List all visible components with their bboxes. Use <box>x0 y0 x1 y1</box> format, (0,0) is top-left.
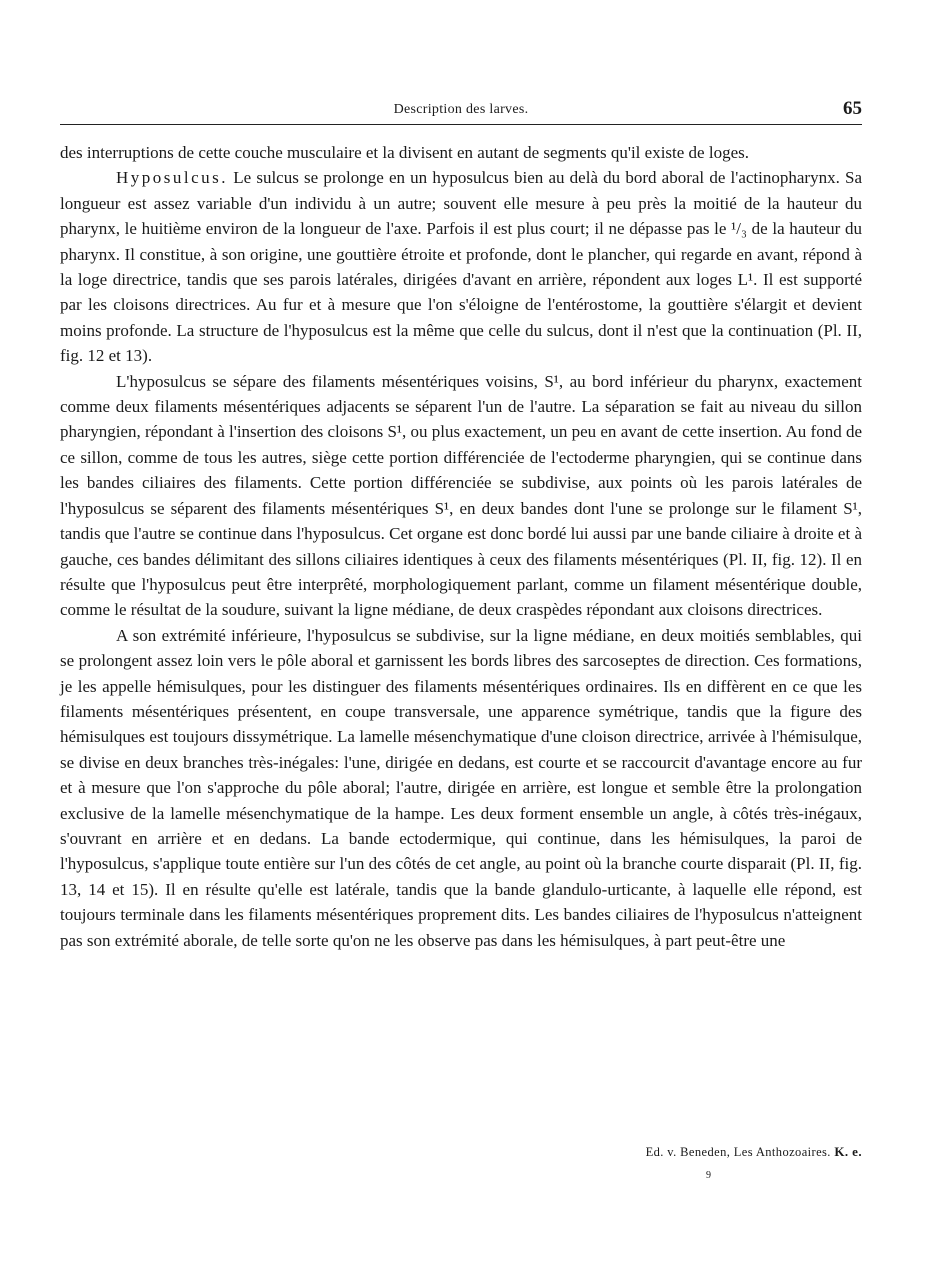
footer-citation <box>646 1144 862 1160</box>
paragraph-2 <box>60 165 862 368</box>
header-rule <box>60 124 862 125</box>
running-header <box>60 98 862 124</box>
sheet-number: 9 <box>706 1170 711 1181</box>
body-text <box>60 140 862 953</box>
paragraph-3: L'hyposulcus se sépare des filaments mésentériques voisins, S¹, au bord inférieur du pharynx, exactement comme deux filaments mésentériques adjacents se séparent l'un de l'autre. La séparation se fait au niveau du sillon pharyngien, répondant à l'insertion des cloisons S¹, ou plus exactement, un peu en avant de cette insertion. Au fond de ce sillon, comme de tous les autres, siège cette portion différenciée de l'ectoderme pharyngien, qui se continue dans les bandes ciliaires des filaments. Cette portion différenciée se subdivise, aux points où les parois latérales de l'hyposulcus se séparent des filaments mésentériques S¹, en deux bandes dont l'une se prolonge sur le filament S¹, tandis que l'autre se continue dans l'hyposulcus. Cet organe est donc bordé lui aussi par une bande ciliaire à droite et à gauche, ces bandes délimitant des sillons ciliaires identiques à ceux des filaments mésentériques (Pl. II, fig. 12). Il en résulte que l'hyposulcus peut être interprêté, morphologiquement parlant, comme un filament mésentérique double, comme le résultat de la soudure, suivant la ligne médiane, de deux craspèdes répondant aux cloisons directrices. <box>60 371 862 620</box>
page-number: 65 <box>843 98 862 119</box>
running-title: Description des larves. <box>393 102 529 117</box>
paragraph-2-text: Le sulcus se prolonge en un hyposulcus bien au delà du bord aboral de l'actinopharynx. Sa longueur est assez variable d'un individu à un autre; souvent elle mesure à peu près la moitié de la hauteur du pharynx, le huitième environ de la longueur de l'axe. Parfois il est plus court; il ne dépasse pas le ¹/₃ de la hauteur du pharynx. Il constitue, à son origine, une gouttière étroite et profonde, dont le plancher, qui regarde en avant, répond à la loge directrice, tandis que ses parois latérales, dirigées d'avant en arrière, répondent aux loges L¹. Il est supporté par les cloisons directrices. Au fur et à mesure que l'on s'éloigne de l'entérostome, la gouttière s'élargit et devient moins profonde. La structure de l'hyposulcus est la même que celle du sulcus, dont il n'est que la continuation (Pl. II, fig. 12 et 13). <box>60 168 863 366</box>
paragraph-4: A son extrémité inférieure, l'hyposulcus se subdivise, sur la ligne médiane, en deux moitiés semblables, qui se prolongent assez loin vers le pôle aboral et garnissent les bords libres des sarcoseptes de direction. Ces formations, je les appelle hémisulques, pour les distinguer des filaments mésentériques ordinaires. Ils en diffèrent en ce que les filaments mésentériques présentent, en coupe transversale, une apparence symétrique, tandis que la figure des hémisulques est toujours dissymétrique. La lamelle mésenchymatique d'une cloison directrice, arrivée à l'hémisulque, se divise en deux branches très-inégales: l'une, dirigée en dedans, est courte et se raccourcit d'avantage encore au fur et à mesure que l'on s'approche du pôle aboral; l'autre, dirigée en arrière, est longue et semble être la prolongation exclusive de la lamelle mésenchymatique de la hampe. Les deux forment ensemble un angle, à côtés très-inégaux, s'ouvrant en arrière et en dedans. La bande ectodermique, qui continue, dans les hémisulques, la paroi de l'hyposulcus, s'applique toute entière sur l'un des côtés de cet angle, au point où la branche courte disparait (Pl. II, fig. 13, 14 et 15). Il en résulte qu'elle est latérale, tandis que la bande glandulo-urticante, à laquelle elle répond, est toujours terminale dans les filaments mésentériques proprement dits. Les bandes ciliaires de l'hyposulcus n'atteignent pas son extrémité aborale, de telle sorte qu'on ne les observe pas dans les hémisulques, à part peut-être une <box>60 625 862 950</box>
paragraph-1: des interruptions de cette couche musculaire et la divisent en autant de segments qu'il existe de loges. <box>60 143 749 162</box>
section-lead: Hyposulcus. <box>116 168 229 188</box>
citation-text: Ed. v. Beneden, Les Anthozoaires. <box>645 1145 831 1159</box>
signature-mark: K. e. <box>834 1144 862 1159</box>
